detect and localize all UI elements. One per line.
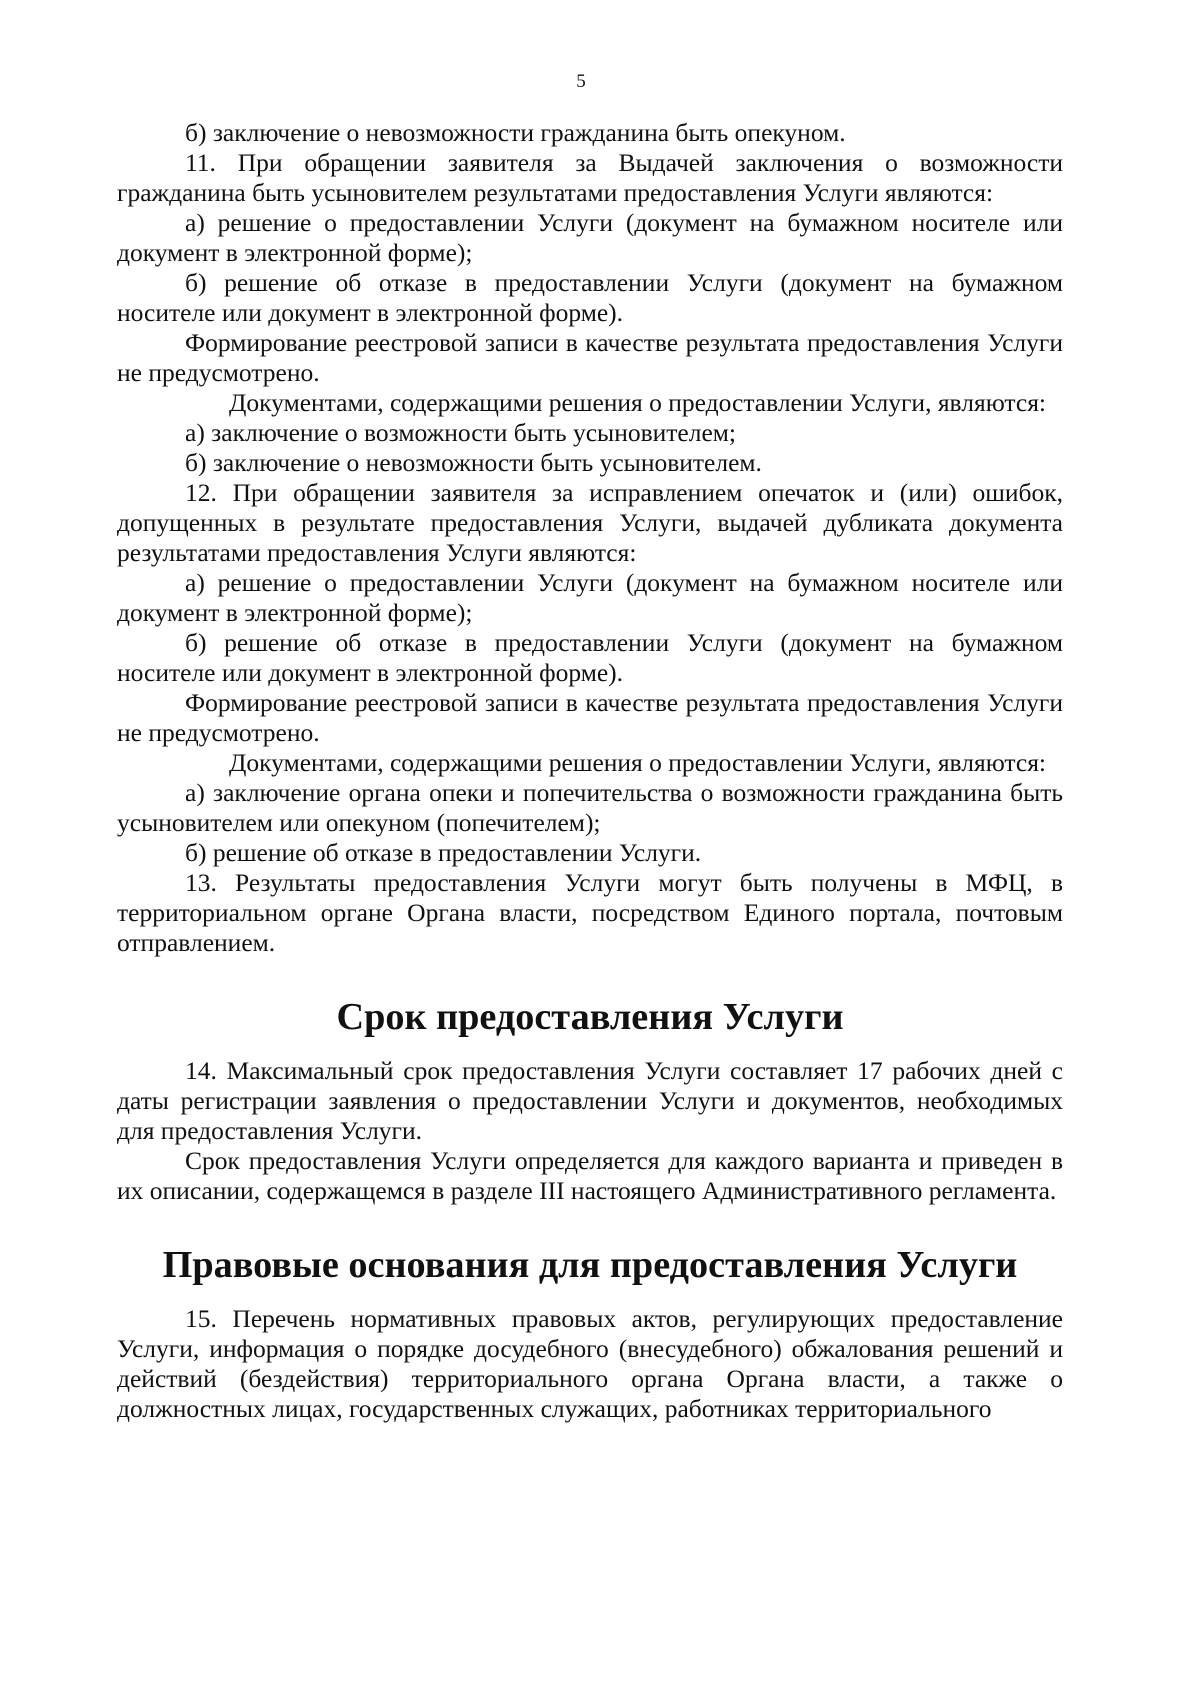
paragraph: б) решение об отказе в предоставлении Услуги (документ на бумажном носителе или документ в электронной форме). <box>117 628 1063 687</box>
paragraph: б) заключение о невозможности быть усыновителем. <box>185 448 762 477</box>
paragraph: а) заключение о возможности быть усыновителем; <box>185 418 737 447</box>
paragraph: Документами, содержащими решения о предоставлении Услуги, являются: <box>229 748 1047 777</box>
paragraph: 15. Перечень нормативных правовых актов, регулирующих предоставление Услуги, информация о порядке досудебного (внесудебного) обжалования решений и действий (бездействия) территориального органа Органа власти, а также о должностных лицах, государственных служащих, работниках территориального <box>117 1304 1063 1423</box>
paragraph: Срок предоставления Услуги определяется для каждого варианта и приведен в их описании, содержащемся в разделе III настоящего Административного регламента. <box>117 1146 1063 1205</box>
paragraph: б) решение об отказе в предоставлении Услуги (документ на бумажном носителе или документ в электронной форме). <box>117 268 1063 327</box>
paragraph: Формирование реестровой записи в качестве результата предоставления Услуги не предусмотрено. <box>117 688 1063 747</box>
paragraph: б) заключение о невозможности гражданина быть опекуном. <box>185 118 846 147</box>
section-heading: Срок предоставления Услуги <box>336 996 844 1038</box>
section-heading: Правовые основания для предоставления Услуги <box>162 1244 1018 1286</box>
page-number: 5 <box>576 71 586 92</box>
paragraph: 13. Результаты предоставления Услуги могут быть получены в МФЦ, в территориальном органе Органа власти, посредством Единого портала, почтовым отправлением. <box>117 868 1063 957</box>
paragraph: 12. При обращении заявителя за исправлением опечаток и (или) ошибок, допущенных в результате предоставления Услуги, выдачей дубликата документа результатами предоставления Услуги являются: <box>117 478 1063 567</box>
paragraph: а) заключение органа опеки и попечительства о возможности гражданина быть усыновителем или опекуном (попечителем); <box>117 778 1063 837</box>
paragraph: 11. При обращении заявителя за Выдачей заключения о возможности гражданина быть усыновителем результатами предоставления Услуги являются: <box>117 148 1063 207</box>
paragraph: б) решение об отказе в предоставлении Услуги. <box>185 838 702 867</box>
paragraph: Формирование реестровой записи в качестве результата предоставления Услуги не предусмотрено. <box>117 328 1063 387</box>
paragraph: Документами, содержащими решения о предоставлении Услуги, являются: <box>229 388 1047 417</box>
document-body <box>117 118 1063 1424</box>
paragraph: а) решение о предоставлении Услуги (документ на бумажном носителе или документ в электронной форме); <box>117 208 1063 267</box>
paragraph: а) решение о предоставлении Услуги (документ на бумажном носителе или документ в электронной форме); <box>117 568 1063 627</box>
paragraph: 14. Максимальный срок предоставления Услуги составляет 17 рабочих дней с даты регистрации заявления о предоставлении Услуги и документов, необходимых для предоставления Услуги. <box>117 1056 1063 1145</box>
